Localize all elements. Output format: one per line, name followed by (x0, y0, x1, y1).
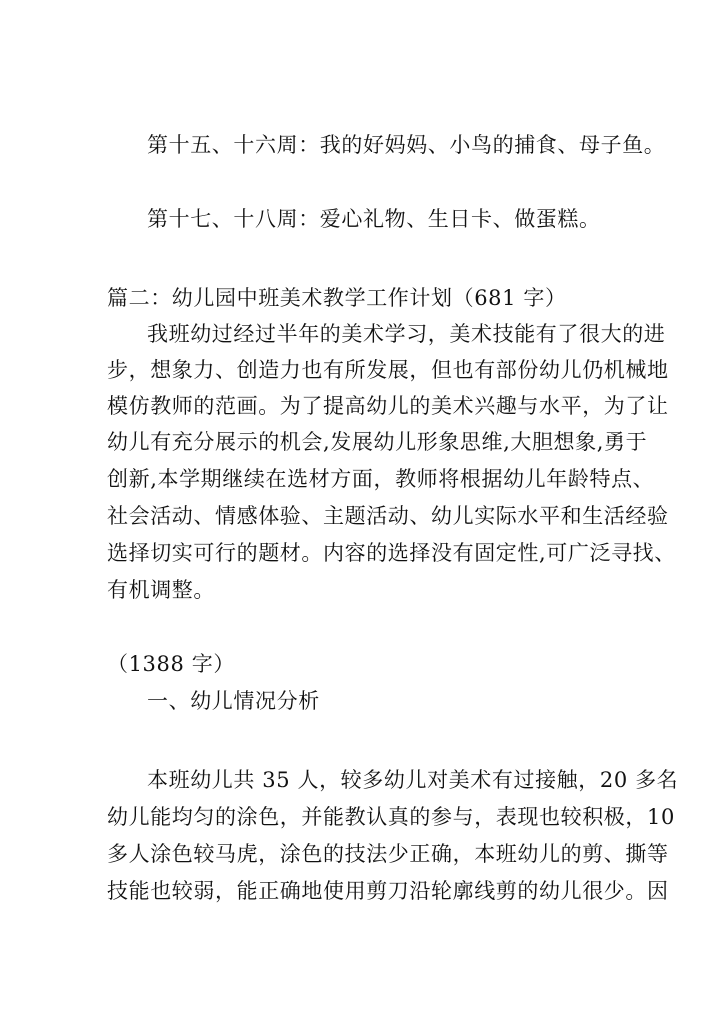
paragraph-line: 我班幼过经过半年的美术学习，美术技能有了很大的进 (147, 322, 666, 346)
paragraph-line: 创新,本学期继续在选材方面，教师将根据幼儿年龄特点、 (107, 467, 655, 491)
paragraph-line: 模仿教师的范画。为了提高幼儿的美术兴趣与水平，为了让 (107, 394, 669, 418)
word-count-note: （1388 字） (107, 652, 235, 676)
paragraph-line: 选择切实可行的题材。内容的选择没有固定性,可广泛寻找、 (107, 541, 676, 565)
subsection-heading: 一、幼儿情况分析 (147, 689, 320, 713)
paragraph-line: 幼儿能均匀的涂色，并能教认真的参与，表现也较积极，10 (107, 805, 675, 829)
paragraph-line: 步，想象力、创造力也有所发展，但也有部份幼儿仍机械地 (107, 358, 669, 382)
section-heading: 篇二：幼儿园中班美术教学工作计划（681 字） (107, 286, 567, 310)
paragraph-line: 有机调整。 (107, 578, 215, 602)
paragraph-line: 社会活动、情感体验、主题活动、幼儿实际水平和生活经验 (107, 504, 669, 528)
paragraph-line: 幼儿有充分展示的机会,发展幼儿形象思维,大胆想象,勇于 (107, 430, 648, 454)
text-line: 第十七、十八周：爱心礼物、生日卡、做蛋糕。 (147, 207, 601, 231)
text-line: 第十五、十六周：我的好妈妈、小鸟的捕食、母子鱼。 (147, 133, 666, 157)
paragraph-line: 本班幼儿共 35 人，较多幼儿对美术有过接触，20 多名 (147, 768, 679, 792)
paragraph-line: 技能也较弱，能正确地使用剪刀沿轮廓线剪的幼儿很少。因 (107, 879, 669, 903)
paragraph-line: 多人涂色较马虎，涂色的技法少正确，本班幼儿的剪、撕等 (107, 842, 669, 866)
